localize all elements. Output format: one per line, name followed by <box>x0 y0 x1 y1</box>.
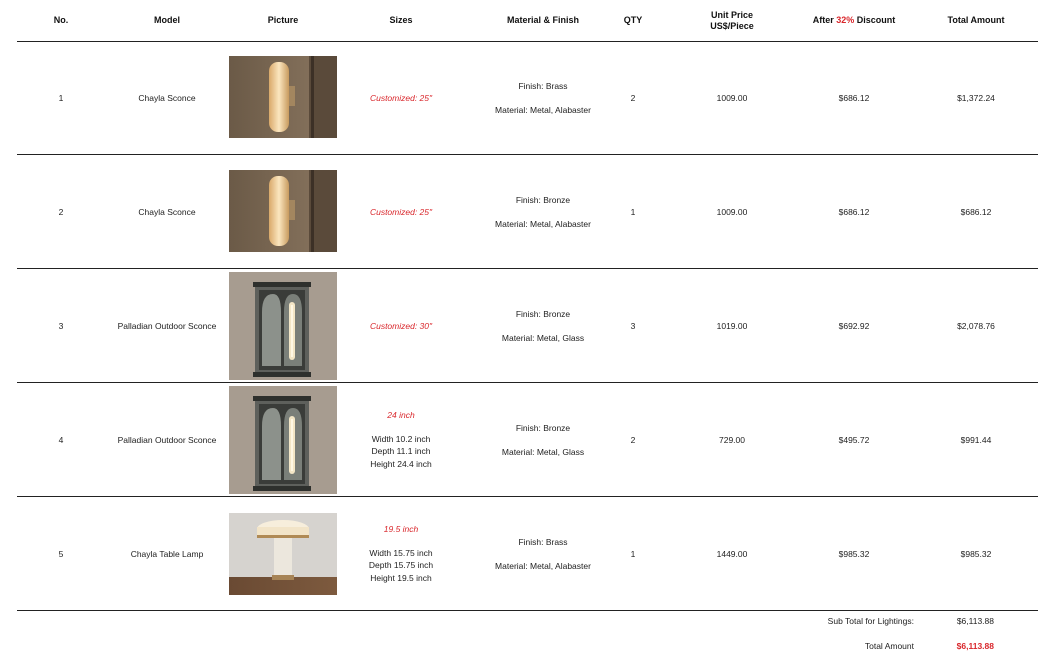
size-note: 19.5 inch <box>383 523 419 534</box>
cell-discount-price <box>787 269 921 382</box>
table-lamp-image <box>229 513 337 595</box>
dimension-line: Height 19.5 inch <box>370 572 432 583</box>
cell-discount-price <box>787 41 921 154</box>
header-picture-label: Picture <box>267 15 299 25</box>
model-name: Palladian Outdoor Sconce <box>117 320 217 331</box>
dimension-line: Width 10.2 inch <box>371 433 431 444</box>
cell-total <box>921 269 1031 382</box>
dimension-line: Depth 15.75 inch <box>368 560 434 571</box>
cell-model <box>105 155 229 268</box>
header-no <box>17 0 105 41</box>
product-picture <box>229 272 337 380</box>
cell-discount-price <box>787 155 921 268</box>
total-amount: $985.32 <box>960 548 992 559</box>
total-amount: $1,372.24 <box>957 92 995 103</box>
total-amount: $991.44 <box>960 434 992 445</box>
header-sizes-label: Sizes <box>389 15 413 25</box>
model-name: Palladian Outdoor Sconce <box>117 434 217 445</box>
header-model <box>105 0 229 41</box>
discount-price: $686.12 <box>838 206 870 217</box>
header-total <box>921 0 1031 41</box>
header-discount-suffix: Discount <box>854 15 896 25</box>
discount-price: $985.32 <box>838 548 870 559</box>
subtotal-label: Sub Total for Lightings: <box>827 616 914 626</box>
size-note: 24 inch <box>387 409 415 420</box>
header-discount <box>787 0 921 41</box>
discount-price: $692.92 <box>838 320 870 331</box>
size-note: Customized: 30" <box>369 320 433 331</box>
table-row <box>17 383 1038 497</box>
cell-unit-price <box>687 383 777 496</box>
unit-price: 729.00 <box>719 434 745 445</box>
sconce-image <box>229 170 337 252</box>
model-name: Chayla Sconce <box>138 206 196 217</box>
totals-section <box>0 610 1059 663</box>
row-number: 5 <box>58 548 64 559</box>
cell-total <box>921 383 1031 496</box>
row-number: 2 <box>58 206 64 217</box>
row-number: 1 <box>58 92 64 103</box>
cell-no <box>17 497 105 610</box>
unit-price: 1019.00 <box>716 320 748 331</box>
cell-discount-price <box>787 497 921 610</box>
finish: Finish: Bronze <box>515 194 571 205</box>
dimension-line: Depth 11.1 inch <box>371 446 431 457</box>
material: Material: Metal, Glass <box>501 446 585 457</box>
model-name: Chayla Table Lamp <box>130 548 204 559</box>
cell-total <box>921 497 1031 610</box>
unit-price: 1009.00 <box>716 92 748 103</box>
cell-model <box>105 383 229 496</box>
cell-total <box>921 41 1031 154</box>
cell-total <box>921 155 1031 268</box>
header-no-label: No. <box>53 15 69 25</box>
table-header <box>17 0 1038 42</box>
product-picture <box>229 44 337 152</box>
total-amount: $686.12 <box>960 206 992 217</box>
header-unit-price-line2: US$/Piece <box>710 20 754 31</box>
finish: Finish: Bronze <box>515 422 571 433</box>
cell-sizes <box>337 269 465 382</box>
quantity: 1 <box>630 206 636 217</box>
quantity: 3 <box>630 320 636 331</box>
row-number: 4 <box>58 434 64 445</box>
cell-discount-price <box>787 383 921 496</box>
header-discount-prefix: After <box>812 15 837 25</box>
cell-material <box>465 383 621 496</box>
cell-qty <box>621 41 645 154</box>
header-material <box>465 0 621 41</box>
cell-unit-price <box>687 155 777 268</box>
finish: Finish: Bronze <box>515 308 571 319</box>
material: Material: Metal, Glass <box>501 332 585 343</box>
cell-material <box>465 497 621 610</box>
model-name: Chayla Sconce <box>138 92 196 103</box>
cell-unit-price <box>687 41 777 154</box>
header-unit-price-line1: Unit Price <box>710 9 753 20</box>
cell-no <box>17 269 105 382</box>
quantity: 2 <box>630 92 636 103</box>
header-material-label: Material & Finish <box>506 15 579 25</box>
material: Material: Metal, Alabaster <box>495 104 591 115</box>
quantity: 1 <box>630 548 636 559</box>
cell-no <box>17 41 105 154</box>
cell-model <box>105 497 229 610</box>
cell-sizes <box>337 497 465 610</box>
size-note: Customized: 25" <box>369 92 433 103</box>
cell-qty <box>621 383 645 496</box>
total-amount-value: $6,113.88 <box>956 641 994 651</box>
header-total-label: Total Amount <box>947 15 1005 25</box>
dimension-line: Width 15.75 inch <box>369 547 433 558</box>
material: Material: Metal, Alabaster <box>495 218 591 229</box>
cell-qty <box>621 269 645 382</box>
cell-sizes <box>337 383 465 496</box>
discount-price: $686.12 <box>838 92 870 103</box>
product-picture <box>229 158 337 266</box>
lantern-image <box>229 386 337 494</box>
cell-unit-price <box>687 269 777 382</box>
cell-material <box>465 269 621 382</box>
unit-price: 1449.00 <box>716 548 748 559</box>
header-model-label: Model <box>154 15 180 25</box>
cell-no <box>17 155 105 268</box>
cell-unit-price <box>687 497 777 610</box>
row-number: 3 <box>58 320 64 331</box>
size-note: Customized: 25" <box>369 206 433 217</box>
cell-qty <box>621 155 645 268</box>
subtotal-value: $6,113.88 <box>956 616 994 626</box>
table-row <box>17 497 1038 611</box>
cell-qty <box>621 497 645 610</box>
cell-model <box>105 41 229 154</box>
quantity: 2 <box>630 434 636 445</box>
dimension-line: Height 24.4 inch <box>370 458 432 469</box>
cell-material <box>465 41 621 154</box>
unit-price: 1009.00 <box>716 206 748 217</box>
total-amount: $2,078.76 <box>957 320 995 331</box>
table-row <box>17 155 1038 269</box>
table-row <box>17 269 1038 383</box>
lantern-image <box>229 272 337 380</box>
cell-no <box>17 383 105 496</box>
sconce-image <box>229 56 337 138</box>
cell-model <box>105 269 229 382</box>
header-discount-value: 32% <box>836 15 855 25</box>
discount-price: $495.72 <box>838 434 870 445</box>
table-row <box>17 41 1038 155</box>
header-sizes <box>337 0 465 41</box>
header-qty-label: QTY <box>623 15 643 25</box>
header-picture <box>229 0 337 41</box>
header-qty <box>621 0 645 41</box>
product-picture <box>229 386 337 494</box>
finish: Finish: Brass <box>518 536 568 547</box>
cell-material <box>465 155 621 268</box>
finish: Finish: Brass <box>518 80 568 91</box>
material: Material: Metal, Alabaster <box>495 560 591 571</box>
cell-sizes <box>337 155 465 268</box>
total-amount-label: Total Amount <box>864 641 914 651</box>
header-unit-price <box>687 0 777 41</box>
product-picture <box>229 500 337 608</box>
cell-sizes <box>337 41 465 154</box>
